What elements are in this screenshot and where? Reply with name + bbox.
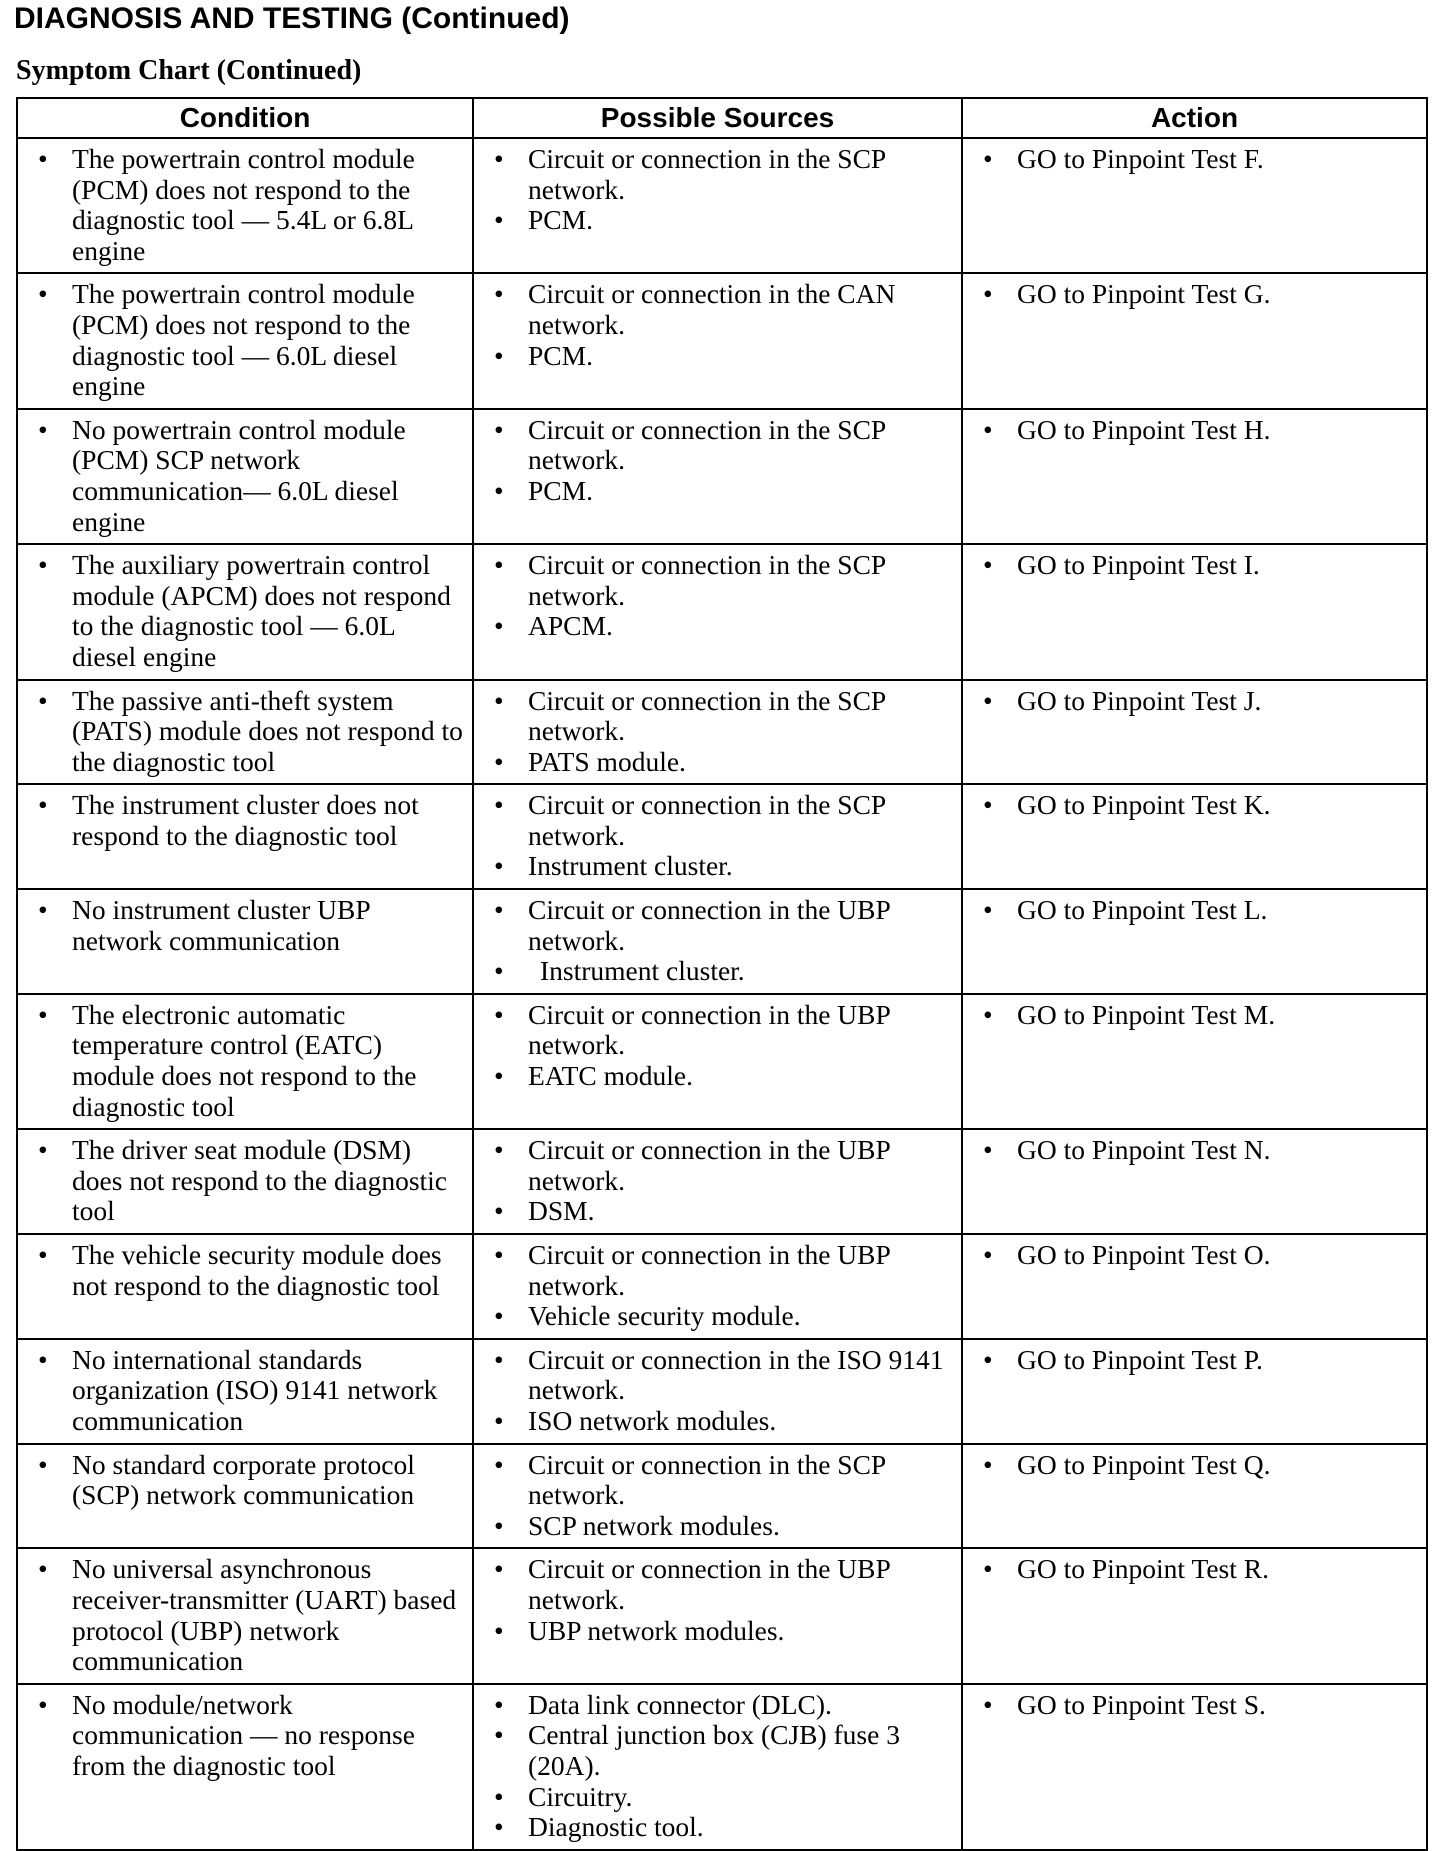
source-item: • Circuit or connection in the ISO 9141 network.	[482, 1345, 953, 1406]
source-item: • SCP network modules.	[482, 1511, 953, 1542]
condition-text: • The electronic automatic temperature control (EATC) module does not respond to the diagnostic tool	[26, 1000, 464, 1122]
table-row	[17, 784, 1427, 889]
table-row	[17, 1548, 1427, 1683]
action-text: • GO to Pinpoint Test N.	[971, 1135, 1418, 1166]
sources-cell	[473, 1339, 962, 1444]
source-item: • Central junction box (CJB) fuse 3 (20A).	[482, 1720, 953, 1781]
condition-text: • No universal asynchronous receiver-transmitter (UART) based protocol (UBP) network communication	[26, 1554, 464, 1676]
source-item: • PCM.	[482, 476, 953, 507]
condition-text: • The vehicle security module does not respond to the diagnostic tool	[26, 1240, 464, 1301]
table-row	[17, 1339, 1427, 1444]
source-item: • Circuit or connection in the SCP network.	[482, 686, 953, 747]
source-item: • Circuit or connection in the UBP network.	[482, 1000, 953, 1061]
source-item: • Circuit or connection in the UBP network.	[482, 1554, 953, 1615]
sources-cell	[473, 544, 962, 679]
action-cell	[962, 994, 1427, 1129]
column-header-possible-sources: Possible Sources	[473, 98, 962, 138]
table-row	[17, 409, 1427, 544]
action-cell	[962, 1548, 1427, 1683]
action-text: • GO to Pinpoint Test L.	[971, 895, 1418, 926]
sources-cell	[473, 273, 962, 408]
action-text: • GO to Pinpoint Test P.	[971, 1345, 1418, 1376]
action-text: • GO to Pinpoint Test K.	[971, 790, 1418, 821]
action-cell	[962, 680, 1427, 785]
condition-cell	[17, 409, 473, 544]
condition-text: • No instrument cluster UBP network communication	[26, 895, 464, 956]
action-cell	[962, 889, 1427, 994]
source-item: • Circuit or connection in the SCP network.	[482, 415, 953, 476]
source-item: • Instrument cluster.	[482, 956, 953, 987]
action-cell	[962, 784, 1427, 889]
condition-text: • The powertrain control module (PCM) does not respond to the diagnostic tool — 5.4L or 6.8L engine	[26, 144, 464, 266]
action-text: • GO to Pinpoint Test O.	[971, 1240, 1418, 1271]
condition-cell	[17, 1548, 473, 1683]
source-item: • Instrument cluster.	[482, 851, 953, 882]
column-header-condition: Condition	[17, 98, 473, 138]
action-text: • GO to Pinpoint Test F.	[971, 144, 1418, 175]
table-row	[17, 138, 1427, 273]
sources-cell	[473, 680, 962, 785]
condition-cell	[17, 1234, 473, 1339]
sources-cell	[473, 1234, 962, 1339]
sources-cell	[473, 1684, 962, 1850]
action-cell	[962, 273, 1427, 408]
condition-cell	[17, 544, 473, 679]
action-cell	[962, 544, 1427, 679]
sources-cell	[473, 1444, 962, 1549]
condition-cell	[17, 1444, 473, 1549]
source-item: • Circuit or connection in the CAN network.	[482, 279, 953, 340]
source-item: • PCM.	[482, 341, 953, 372]
table-row	[17, 680, 1427, 785]
source-item: • Diagnostic tool.	[482, 1812, 953, 1843]
action-cell	[962, 138, 1427, 273]
sources-cell	[473, 409, 962, 544]
source-item: • PCM.	[482, 205, 953, 236]
table-row	[17, 1129, 1427, 1234]
action-text: • GO to Pinpoint Test J.	[971, 686, 1418, 717]
condition-text: • The auxiliary powertrain control module (APCM) does not respond to the diagnostic tool — 6.0L diesel engine	[26, 550, 464, 672]
symptom-chart-table	[16, 97, 1428, 1851]
condition-text: • The driver seat module (DSM) does not respond to the diagnostic tool	[26, 1135, 464, 1227]
table-row	[17, 544, 1427, 679]
condition-text: • No powertrain control module (PCM) SCP network communication— 6.0L diesel engine	[26, 415, 464, 537]
source-item: • Circuit or connection in the UBP network.	[482, 895, 953, 956]
condition-cell	[17, 1684, 473, 1850]
action-text: • GO to Pinpoint Test M.	[971, 1000, 1418, 1031]
condition-cell	[17, 1339, 473, 1444]
column-header-action: Action	[962, 98, 1427, 138]
condition-text: • No international standards organization (ISO) 9141 network communication	[26, 1345, 464, 1437]
table-row	[17, 994, 1427, 1129]
table-header-row	[17, 98, 1427, 138]
condition-text: • No module/network communication — no response from the diagnostic tool	[26, 1690, 464, 1782]
section-title: Symptom Chart (Continued)	[16, 55, 362, 86]
source-item: • DSM.	[482, 1196, 953, 1227]
source-item: • Vehicle security module.	[482, 1301, 953, 1332]
condition-cell	[17, 273, 473, 408]
source-item: • Circuit or connection in the UBP network.	[482, 1135, 953, 1196]
condition-cell	[17, 994, 473, 1129]
sources-cell	[473, 889, 962, 994]
action-text: • GO to Pinpoint Test S.	[971, 1690, 1418, 1721]
sources-cell	[473, 784, 962, 889]
source-item: • Data link connector (DLC).	[482, 1690, 953, 1721]
source-item: • Circuit or connection in the UBP network.	[482, 1240, 953, 1301]
source-item: • Circuit or connection in the SCP network.	[482, 1450, 953, 1511]
condition-text: • The instrument cluster does not respond to the diagnostic tool	[26, 790, 464, 851]
action-text: • GO to Pinpoint Test G.	[971, 279, 1418, 310]
source-item: • ISO network modules.	[482, 1406, 953, 1437]
table-row	[17, 273, 1427, 408]
action-text: • GO to Pinpoint Test I.	[971, 550, 1418, 581]
table-row	[17, 1684, 1427, 1850]
condition-cell	[17, 680, 473, 785]
source-item: • PATS module.	[482, 747, 953, 778]
action-text: • GO to Pinpoint Test H.	[971, 415, 1418, 446]
action-cell	[962, 1234, 1427, 1339]
sources-cell	[473, 1129, 962, 1234]
source-item: • UBP network modules.	[482, 1616, 953, 1647]
source-item: • Circuitry.	[482, 1782, 953, 1813]
action-cell	[962, 1339, 1427, 1444]
condition-cell	[17, 784, 473, 889]
action-text: • GO to Pinpoint Test Q.	[971, 1450, 1418, 1481]
sources-cell	[473, 1548, 962, 1683]
page-title: DIAGNOSIS AND TESTING (Continued)	[14, 2, 570, 35]
sources-cell	[473, 994, 962, 1129]
condition-text: • The passive anti-theft system (PATS) module does not respond to the diagnostic tool	[26, 686, 464, 778]
condition-cell	[17, 1129, 473, 1234]
source-item: • EATC module.	[482, 1061, 953, 1092]
action-cell	[962, 1684, 1427, 1850]
action-text: • GO to Pinpoint Test R.	[971, 1554, 1418, 1585]
table-row	[17, 1444, 1427, 1549]
condition-cell	[17, 889, 473, 994]
action-cell	[962, 1129, 1427, 1234]
source-item: • Circuit or connection in the SCP network.	[482, 550, 953, 611]
action-cell	[962, 1444, 1427, 1549]
source-item: • Circuit or connection in the SCP network.	[482, 790, 953, 851]
source-item: • Circuit or connection in the SCP network.	[482, 144, 953, 205]
source-item: • APCM.	[482, 611, 953, 642]
table-row	[17, 889, 1427, 994]
condition-text: • No standard corporate protocol (SCP) network communication	[26, 1450, 464, 1511]
condition-cell	[17, 138, 473, 273]
action-cell	[962, 409, 1427, 544]
table-row	[17, 1234, 1427, 1339]
condition-text: • The powertrain control module (PCM) does not respond to the diagnostic tool — 6.0L diesel engine	[26, 279, 464, 401]
sources-cell	[473, 138, 962, 273]
